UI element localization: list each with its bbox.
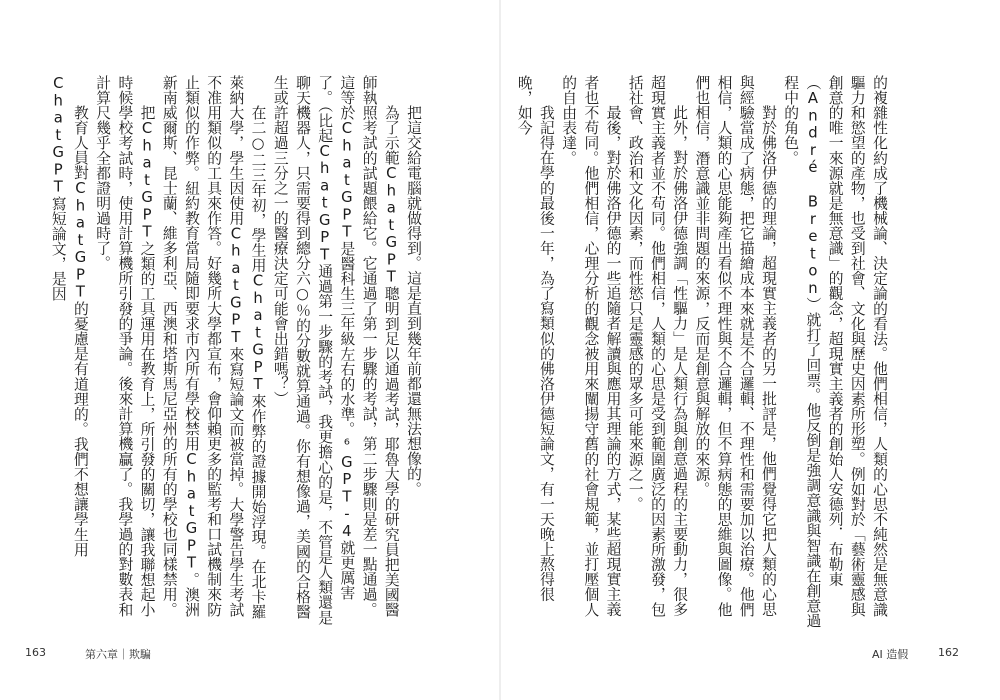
right-page-body — [515, 75, 890, 630]
paragraph: 最後，對於佛洛伊德的一些追隨者解讀與應用其理論的方式，某些超現實主義者也不苟同。他們相信，心理分析的觀念被用來闡揚守舊的社會規範，並打壓個人的自由表達。 — [560, 75, 622, 617]
paragraph: 我記得在學的最後一年，為了寫類似的佛洛伊德短論文，有一天晚上熬得很晚，如今 — [515, 75, 555, 602]
left-page-body — [49, 75, 424, 630]
paragraph: 把ChatGPT之類的工具運用在教育上，所引發的關切，讓我聯想起小時候學校考試時，使用計算機所引發的爭論。後來計算機贏了。我學過的對數表和計算尺幾乎全都證明過時了。 — [94, 75, 156, 617]
book-running-head: AI 造假 — [872, 648, 909, 661]
right-page — [500, 0, 1000, 700]
left-page-number: 163 — [25, 646, 46, 659]
paragraph: 的複雜性化約成了機械論、決定論的看法。他們相信，人類的心思不純然是無意識驅力和慾望的產物，也受到社會、文化與歷史因素所形塑。例如對於「藝術靈感與創意的唯一來源就是無意識」的觀念，超現實主義者的創始人安德列．布勒東（André Breton）就打了回票。他反倒是強調意識與智識在創意過程中的角色。 — [782, 75, 888, 629]
paragraph: 為了示範ChatGPT聰明到足以通過考試，耶魯大學的研究員把美國醫師執照考試的試題餵給它。它通過了第一步驟的考試，第二步驟則是差一點通過。這等於ChatGPT是醫科生三年級左右的水準。⁶GPT-4就更厲害了。（比起ChatGPT通過第一步驟的考試，我更擔心的是，不管是人類還是聊天機器人，只需要得到總分六○％的分數就算通過。你有想像過，美國的合格醫生或許超過三分之一的醫療決定可能會出錯嗎？） — [271, 75, 400, 625]
paragraph: 把這交給電腦就做得到。這是直到幾年前都還無法想像的。 — [405, 104, 422, 496]
chapter-running-head: 第六章｜欺騙 — [85, 648, 151, 661]
paragraph: 對於佛洛伊德的理論，超現實主義者的另一批評是，他們覺得它把人類的心思與經驗當成了病態，把它描繪成本來就是不合邏輯、不理性和需要加以治療。他們相信，人類的心思能夠產出看似不理性與不合邏輯，但不算病態的思維與圖像。他們也相信，潛意識並非問題的來源，反而是創意與解放的來源。 — [693, 75, 777, 617]
paragraph: 在二○二三年初，學生用ChatGPT來作弊的證據開始浮現。在北卡羅萊納大學，學生因使用ChatGPT來寫短論文而被當掉。大學警告學生考試不准用類似的工具來作答。好幾所大學都宣布，會仰賴更多的監考和口試機制來防止類似的作弊。紐約教育當局隨即要求市內所有學校禁用ChatGPT。澳洲新南威爾斯、昆士蘭、維多利亞、西澳和塔斯馬尼亞州的所有的學校也同樣禁用。 — [160, 75, 267, 619]
right-page-number: 162 — [938, 646, 959, 659]
paragraph: 此外，對於佛洛伊德強調「性驅力」是人類行為與創意過程的主要動力，很多超現實主義者並不苟同。他們相信，人類的心思是受到範圍廣泛的因素所激發，包括社會、政治和文化因素，而性慾只是靈感的眾多可能來源之一。 — [626, 75, 689, 617]
paragraph: 教育人員對ChatGPT的憂慮是有道理的。我們不想讓學生用ChatGPT寫短論文，是因 — [49, 75, 89, 557]
